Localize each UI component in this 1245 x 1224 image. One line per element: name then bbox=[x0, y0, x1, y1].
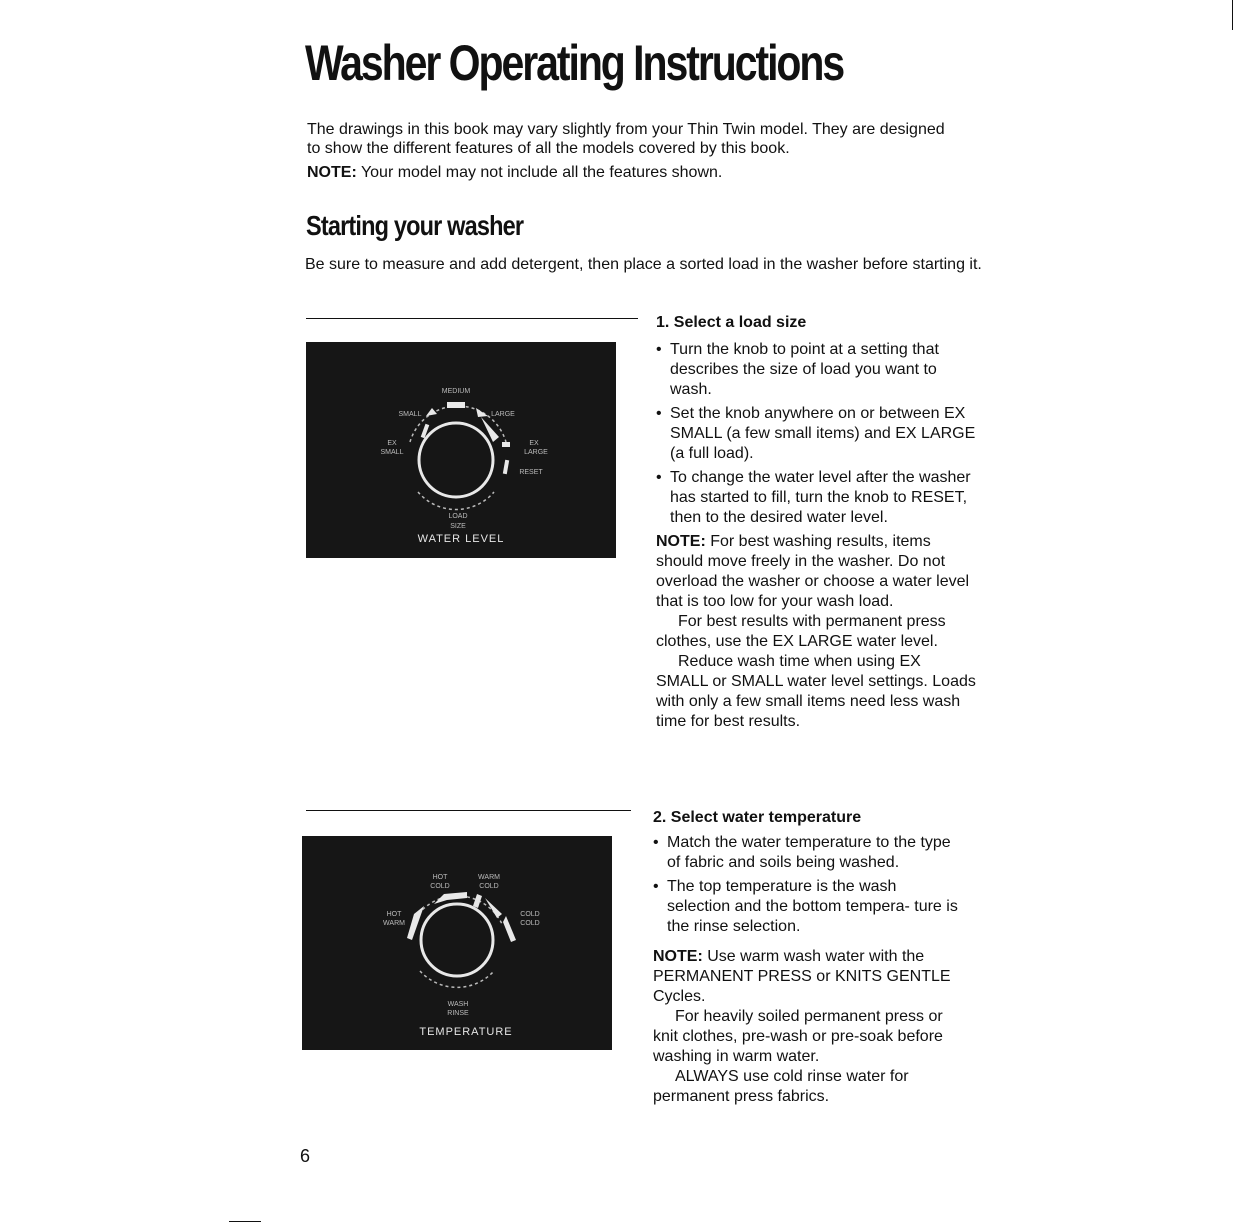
dial-warm: WARM bbox=[478, 874, 500, 881]
dial-cold-4: COLD bbox=[520, 920, 540, 927]
intro-text: The drawings in this book may vary slightly from your Thin Twin model. They are designed to show the different features of all the models covered by this book. bbox=[307, 121, 945, 157]
dial-small: SMALL bbox=[398, 411, 422, 418]
dial-ex-right: EX bbox=[529, 440, 539, 447]
step1-heading: 1. Select a load size bbox=[656, 314, 807, 331]
footer-mark bbox=[229, 1221, 261, 1222]
step2-bullet-2: • The top temperature is the wash selection and the bottom tempera- ture is the rinse selection. bbox=[653, 877, 963, 937]
step2-para-2: For heavily soiled permanent press or knit clothes, pre-wash or pre-soak before washing in warm water. bbox=[653, 1008, 943, 1065]
step1-bullet-2: • Set the knob anywhere on or between EX SMALL (a few small items) and EX LARGE (a full load). bbox=[656, 404, 976, 464]
divider-step2 bbox=[306, 810, 631, 811]
water-level-knob bbox=[419, 423, 493, 497]
dial-size: SIZE bbox=[450, 523, 466, 530]
dial-ex-left: EX bbox=[387, 440, 397, 447]
step1-note bbox=[656, 532, 976, 612]
step2-para-3: ALWAYS use cold rinse water for permanent press fabrics. bbox=[653, 1068, 909, 1105]
knob-pointer bbox=[481, 417, 499, 442]
section-lead: Be sure to measure and add detergent, then place a sorted load in the washer before starting it. bbox=[305, 256, 982, 273]
warm-cold-tick bbox=[485, 898, 502, 918]
dial-large: LARGE bbox=[491, 411, 515, 418]
step1-note-label: NOTE: bbox=[656, 533, 706, 550]
intro-note-label: NOTE: bbox=[307, 164, 357, 181]
dial-hot: HOT bbox=[432, 874, 448, 881]
small-tick bbox=[426, 408, 437, 416]
dial-large-right: LARGE bbox=[524, 449, 548, 456]
step2-note-label: NOTE: bbox=[653, 948, 703, 965]
dial-warm-2: WARM bbox=[383, 920, 405, 927]
step2-heading: 2. Select water temperature bbox=[653, 809, 862, 826]
reset-tick bbox=[503, 460, 509, 474]
water-level-arc-bottom bbox=[418, 492, 494, 510]
dial-medium: MEDIUM bbox=[441, 388, 471, 395]
dial-small-left: SMALL bbox=[380, 449, 404, 456]
intro-note-text: Your model may not include all the features shown. bbox=[360, 164, 723, 181]
temperature-arc-bottom bbox=[420, 971, 494, 987]
dial-cold-3: COLD bbox=[520, 911, 540, 918]
ex-large-tick bbox=[502, 442, 510, 447]
step1-para-3: Reduce wash time when using EX SMALL or SMALL water level settings. Loads with only a few small items need less wash time for best results. bbox=[656, 653, 976, 730]
intro-paragraph bbox=[307, 120, 947, 164]
dial-hot-2: HOT bbox=[386, 911, 402, 918]
dial-load: LOAD bbox=[448, 513, 468, 520]
page-title: Washer Operating Instructions bbox=[305, 35, 844, 91]
dial-wash: WASH bbox=[447, 1001, 469, 1008]
divider-step1 bbox=[306, 318, 638, 319]
cold-cold-tick bbox=[503, 916, 516, 942]
step2-note bbox=[653, 947, 963, 1007]
step1-note-text: For best washing results, items should move freely in the washer. Do not overload the washer or choose a water level that is too low for your wash load. bbox=[656, 533, 970, 610]
step1-bullet-1: • Turn the knob to point at a setting that describes the size of load you want to wash. bbox=[656, 340, 976, 400]
medium-tick bbox=[447, 402, 465, 408]
step2-text bbox=[653, 808, 963, 1107]
intro-note bbox=[307, 164, 722, 182]
section-title: Starting your washer bbox=[306, 210, 524, 241]
temperature-dial-svg bbox=[302, 836, 612, 1050]
step2-note-text: Use warm wash water with the PERMANENT PRESS or KNITS GENTLE Cycles. bbox=[653, 948, 951, 1005]
dial-reset: RESET bbox=[519, 469, 543, 476]
hot-cold-tick bbox=[434, 892, 467, 904]
step1-bullet-3: • To change the water level after the washer has started to fill, turn the knob to RESET, then to the desired water level. bbox=[656, 468, 976, 528]
water-level-dial-illustration bbox=[306, 342, 616, 558]
step1-text bbox=[656, 313, 976, 732]
edge-mark bbox=[1232, 0, 1233, 30]
temperature-knob bbox=[421, 904, 493, 976]
large-tick bbox=[476, 408, 488, 417]
temperature-dial-illustration bbox=[302, 836, 612, 1050]
dial-temperature-label: TEMPERATURE bbox=[419, 1026, 513, 1038]
dial-cold-1: COLD bbox=[430, 883, 450, 890]
dial-cold-2: COLD bbox=[479, 883, 499, 890]
dial-rinse: RINSE bbox=[447, 1010, 469, 1017]
step2-bullet-1: • Match the water temperature to the type of fabric and soils being washed. bbox=[653, 833, 963, 873]
step1-para-2: For best results with permanent press clothes, use the EX LARGE water level. bbox=[656, 613, 946, 650]
page-number: 6 bbox=[300, 1146, 311, 1166]
water-level-dial-svg bbox=[306, 342, 616, 558]
dial-water-level-label: WATER LEVEL bbox=[417, 533, 505, 545]
